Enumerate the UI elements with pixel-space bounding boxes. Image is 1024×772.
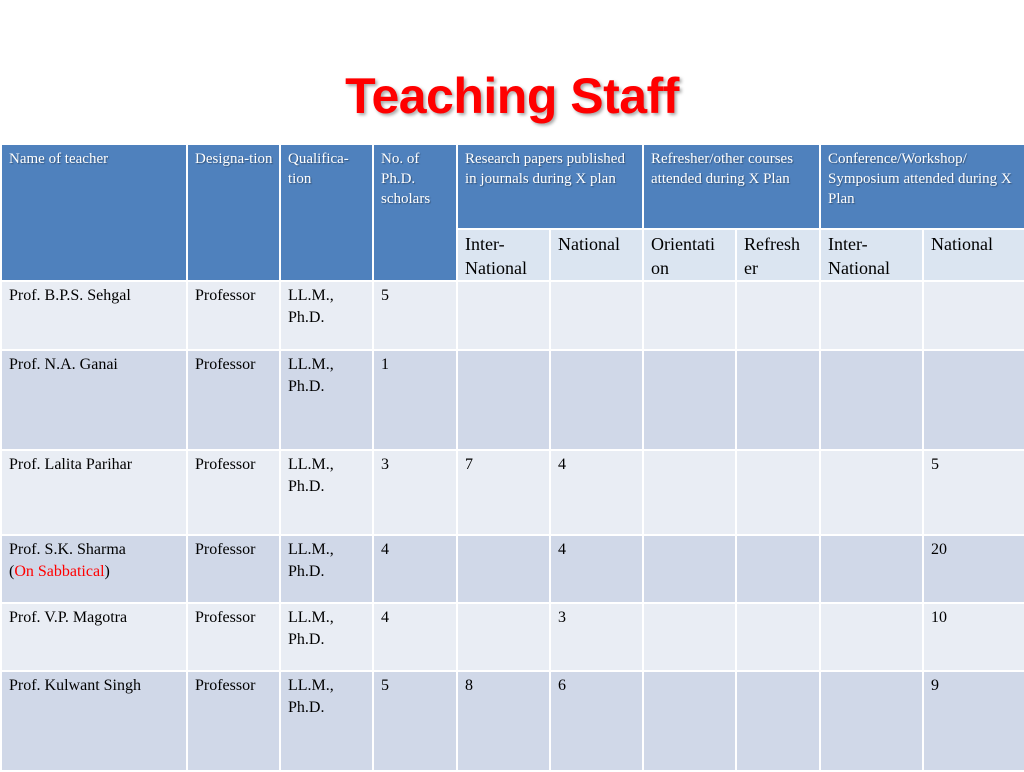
cell-qualification: LL.M., Ph.D.: [280, 350, 373, 450]
header-qualification: Qualifica-tion: [280, 144, 373, 281]
cell-designation: Professor: [187, 671, 280, 771]
cell-qualification: LL.M., Ph.D.: [280, 281, 373, 350]
cell-name: Prof. Lalita Parihar: [1, 450, 187, 535]
cell-qualification: LL.M., Ph.D.: [280, 535, 373, 603]
cell-designation: Professor: [187, 603, 280, 671]
cell-orientation: [643, 603, 736, 671]
teaching-staff-table: [0, 143, 1024, 772]
cell-scholars: 5: [373, 671, 457, 771]
cell-research-international: 8: [457, 671, 550, 771]
cell-conference-national: 10: [923, 603, 1024, 671]
slide-title: Teaching Staff: [345, 68, 679, 124]
subheader-conference-national: National: [923, 229, 1024, 281]
cell-conference-national: [923, 350, 1024, 450]
cell-orientation: [643, 450, 736, 535]
sabbatical-note: On Sabbatical: [14, 563, 105, 580]
cell-scholars: 4: [373, 535, 457, 603]
cell-orientation: [643, 671, 736, 771]
cell-research-international: [457, 603, 550, 671]
cell-conference-international: [820, 603, 923, 671]
cell-research-international: [457, 350, 550, 450]
cell-refresher: [736, 603, 820, 671]
cell-conference-international: [820, 450, 923, 535]
cell-qualification: LL.M., Ph.D.: [280, 603, 373, 671]
cell-qualification: LL.M., Ph.D.: [280, 671, 373, 771]
cell-research-national: 3: [550, 603, 643, 671]
cell-conference-international: [820, 535, 923, 603]
header-research-papers: Research papers published in journals during X plan: [457, 144, 643, 229]
cell-conference-national: 5: [923, 450, 1024, 535]
cell-name: Prof. N.A. Ganai: [1, 350, 187, 450]
cell-refresher: [736, 450, 820, 535]
cell-name: Prof. S.K. Sharma (On Sabbatical): [1, 535, 187, 603]
header-refresher-courses: Refresher/other courses attended during X Plan: [643, 144, 820, 229]
table-row: [1, 603, 1024, 671]
header-designation: Designa-tion: [187, 144, 280, 281]
table-row: [1, 671, 1024, 771]
teacher-name: Prof. S.K. Sharma: [9, 541, 126, 558]
subheader-conference-international: Inter-National: [820, 229, 923, 281]
table-row: [1, 281, 1024, 350]
cell-refresher: [736, 350, 820, 450]
header-row: [1, 144, 1024, 229]
cell-research-national: 4: [550, 535, 643, 603]
cell-name: Prof. B.P.S. Sehgal: [1, 281, 187, 350]
subheader-research-national: National: [550, 229, 643, 281]
table-row: [1, 350, 1024, 450]
cell-designation: Professor: [187, 450, 280, 535]
cell-scholars: 4: [373, 603, 457, 671]
cell-research-national: [550, 350, 643, 450]
cell-designation: Professor: [187, 281, 280, 350]
subheader-refresher: Refresh er: [736, 229, 820, 281]
cell-conference-international: [820, 350, 923, 450]
header-conference: Conference/Workshop/ Symposium attended during X Plan: [820, 144, 1024, 229]
cell-conference-national: [923, 281, 1024, 350]
cell-qualification: LL.M., Ph.D.: [280, 450, 373, 535]
cell-scholars: 3: [373, 450, 457, 535]
cell-refresher: [736, 281, 820, 350]
subheader-orientation: Orientati on: [643, 229, 736, 281]
cell-refresher: [736, 535, 820, 603]
cell-conference-national: 9: [923, 671, 1024, 771]
cell-orientation: [643, 350, 736, 450]
cell-orientation: [643, 281, 736, 350]
cell-refresher: [736, 671, 820, 771]
cell-scholars: 5: [373, 281, 457, 350]
header-name: Name of teacher: [1, 144, 187, 281]
cell-conference-international: [820, 281, 923, 350]
table-row: [1, 535, 1024, 603]
cell-designation: Professor: [187, 350, 280, 450]
header-scholars: No. of Ph.D. scholars: [373, 144, 457, 281]
cell-designation: Professor: [187, 535, 280, 603]
cell-scholars: 1: [373, 350, 457, 450]
cell-research-international: [457, 281, 550, 350]
cell-research-national: [550, 281, 643, 350]
cell-research-national: 6: [550, 671, 643, 771]
cell-research-international: 7: [457, 450, 550, 535]
cell-name: Prof. Kulwant Singh: [1, 671, 187, 771]
cell-orientation: [643, 535, 736, 603]
subheader-research-international: Inter-National: [457, 229, 550, 281]
cell-conference-international: [820, 671, 923, 771]
cell-name: Prof. V.P. Magotra: [1, 603, 187, 671]
cell-conference-national: 20: [923, 535, 1024, 603]
cell-research-national: 4: [550, 450, 643, 535]
cell-research-international: [457, 535, 550, 603]
table-row: [1, 450, 1024, 535]
